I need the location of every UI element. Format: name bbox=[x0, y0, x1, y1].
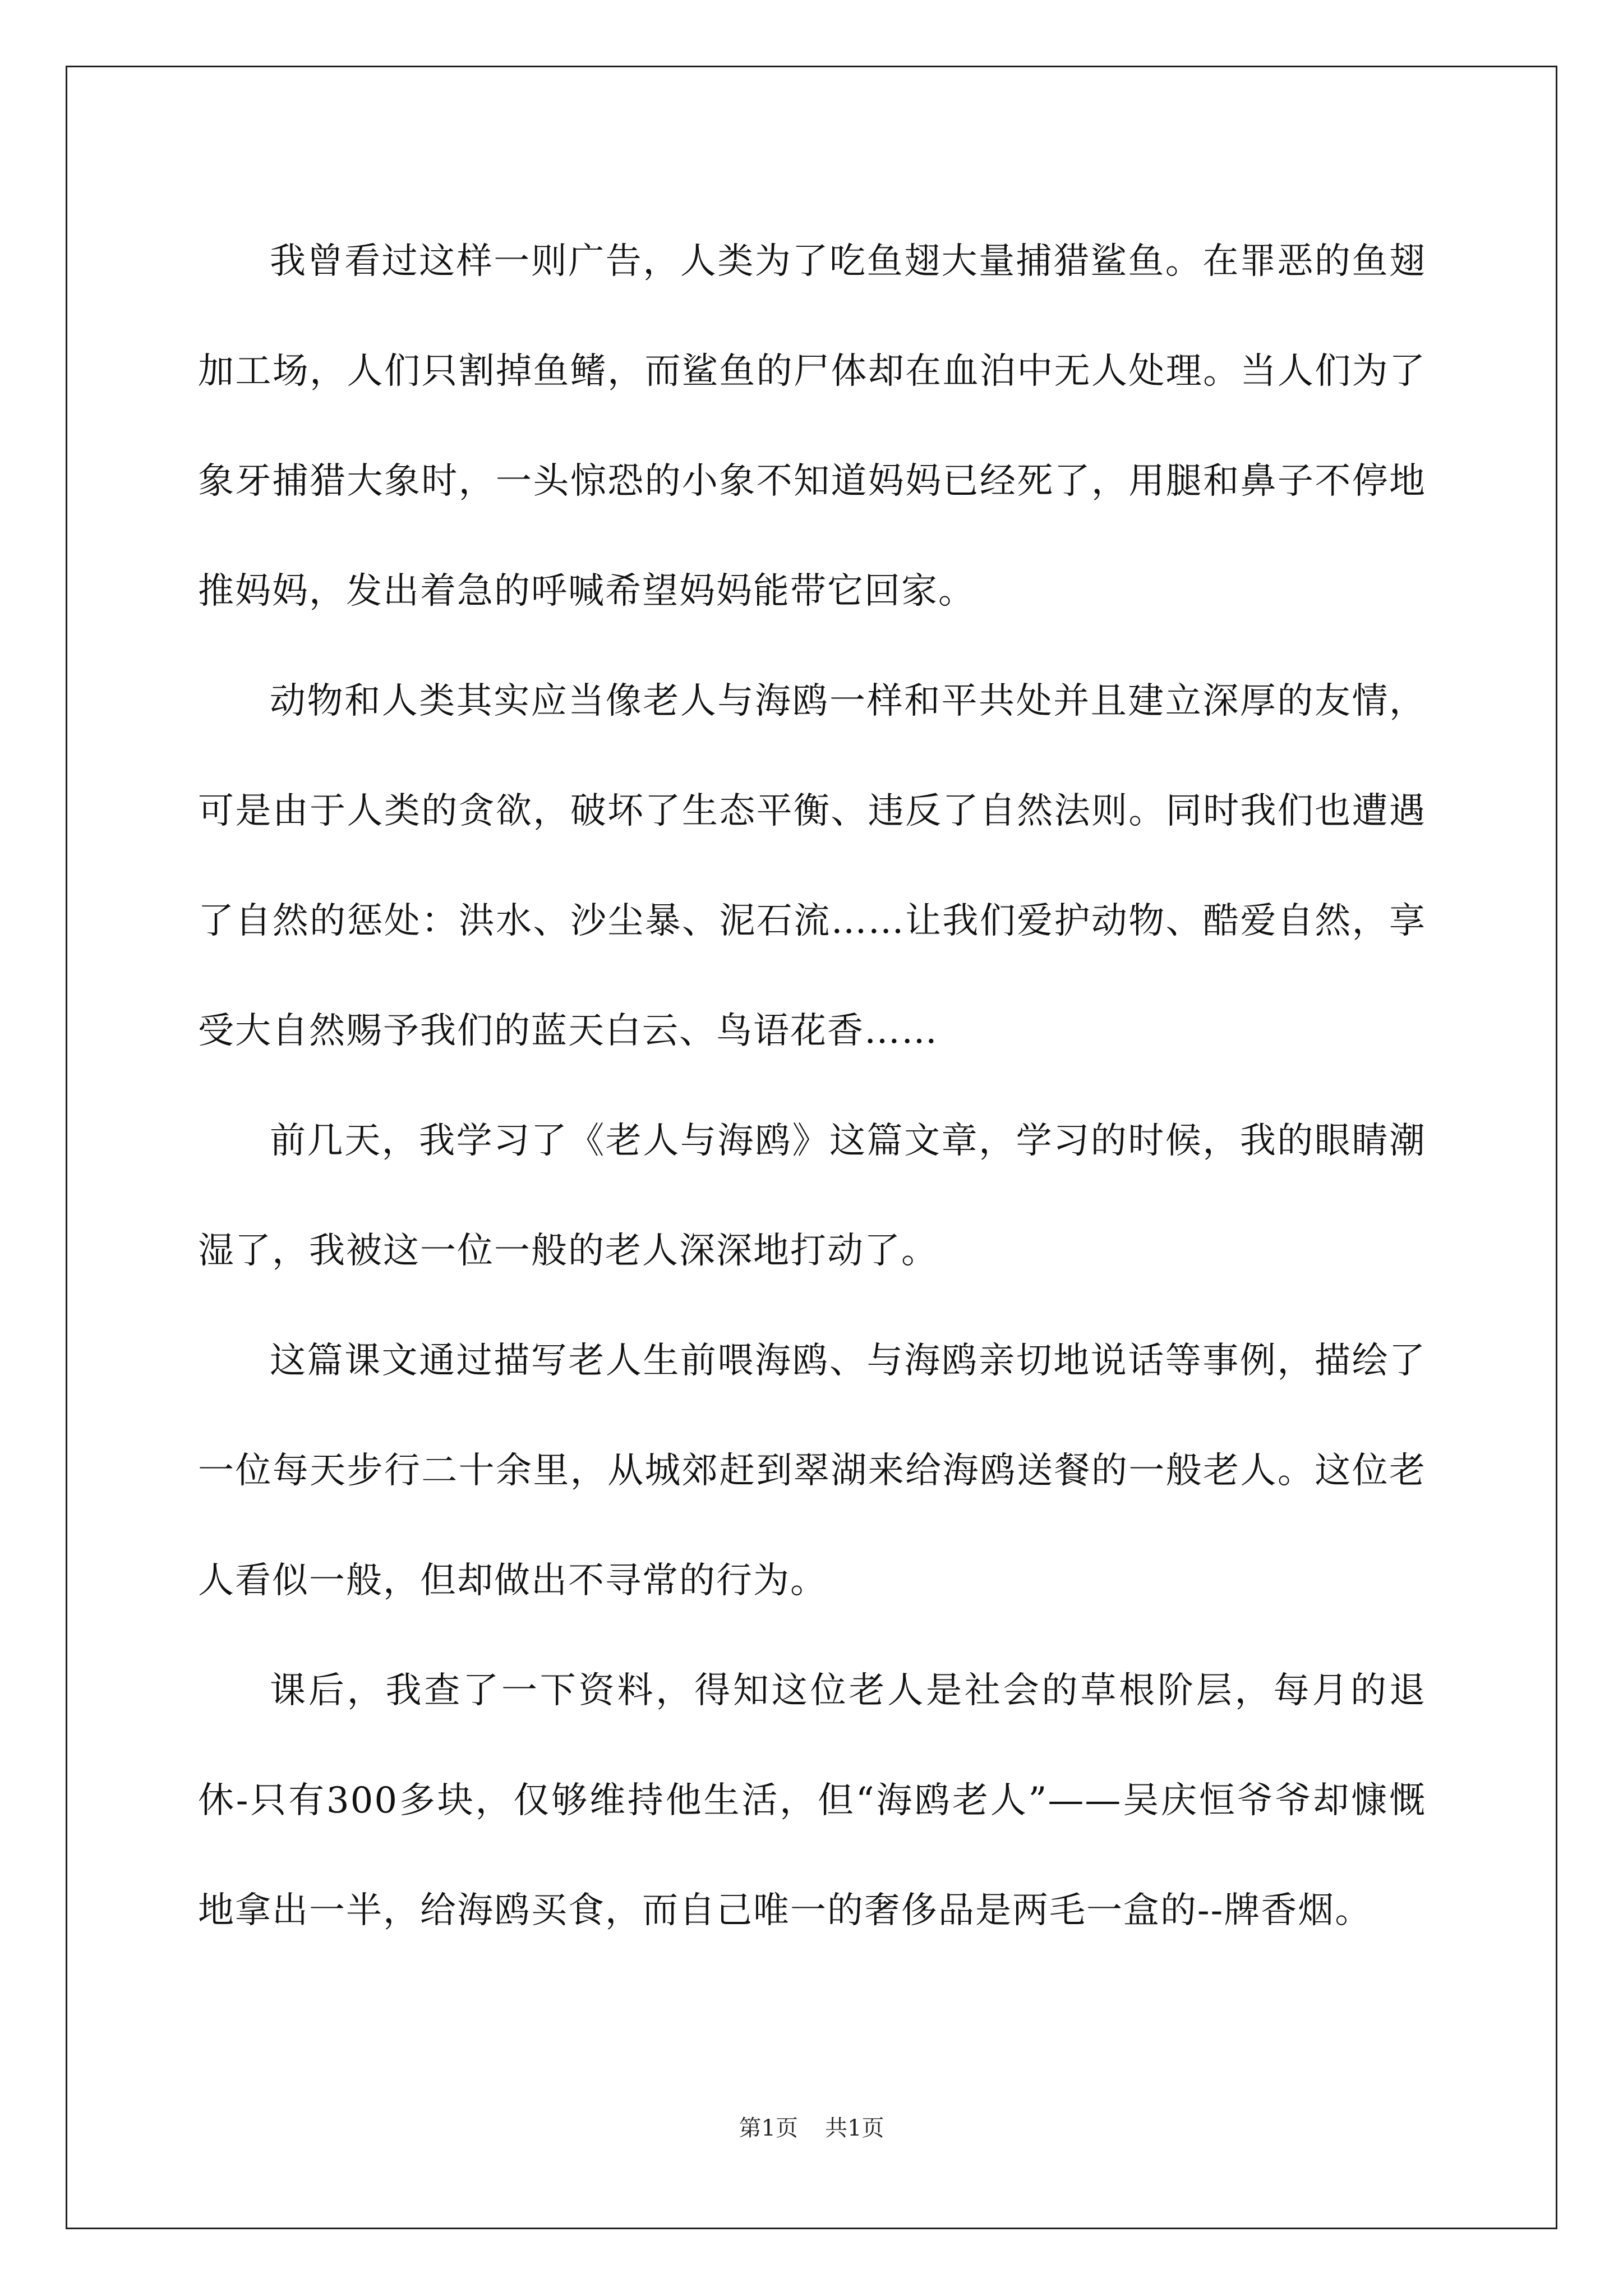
page-number: 第1页 bbox=[739, 2115, 798, 2141]
document-body bbox=[198, 206, 1426, 1966]
paragraph-2: 动物和人类其实应当像老人与海鸥一样和平共处并且建立深厚的友情，可是由于人类的贪欲，破坏了生态平衡、违反了自然法则。同时我们也遭遇了自然的惩处：洪水、沙尘暴、泥石流……让我们爱护动物、酷爱自然，享受大自然赐予我们的蓝天白云、鸟语花香…… bbox=[198, 680, 1426, 1052]
paragraph-1: 我曾看过这样一则广告，人类为了吃鱼翅大量捕猎鲨鱼。在罪恶的鱼翅加工场，人们只割掉鱼鳍，而鲨鱼的尸体却在血泊中无人处理。当人们为了象牙捕猎大象时，一头惊恐的小象不知道妈妈已经死了，用腿和鼻子不停地推妈妈，发出着急的呼喊希望妈妈能带它回家。 bbox=[198, 241, 1426, 612]
paragraph-3: 前几天，我学习了《老人与海鸥》这篇文章，学习的时候，我的眼睛潮湿了，我被这一位一般的老人深深地打动了。 bbox=[198, 1120, 1426, 1272]
paragraph-5: 课后，我查了一下资料，得知这位老人是社会的草根阶层，每月的退休-只有300多块，仅够维持他生活，但“海鸥老人”——吴庆恒爷爷却慷慨地拿出一半，给海鸥买食，而自己唯一的奢侈品是两毛一盒的--牌香烟。 bbox=[198, 1670, 1426, 1931]
page-total: 共1页 bbox=[825, 2115, 884, 2141]
paragraph-4: 这篇课文通过描写老人生前喂海鸥、与海鸥亲切地说话等事例，描绘了一位每天步行二十余里，从城郊赶到翠湖来给海鸥送餐的一般老人。这位老人看似一般，但却做出不寻常的行为。 bbox=[198, 1340, 1426, 1602]
page-footer bbox=[0, 2110, 1623, 2142]
